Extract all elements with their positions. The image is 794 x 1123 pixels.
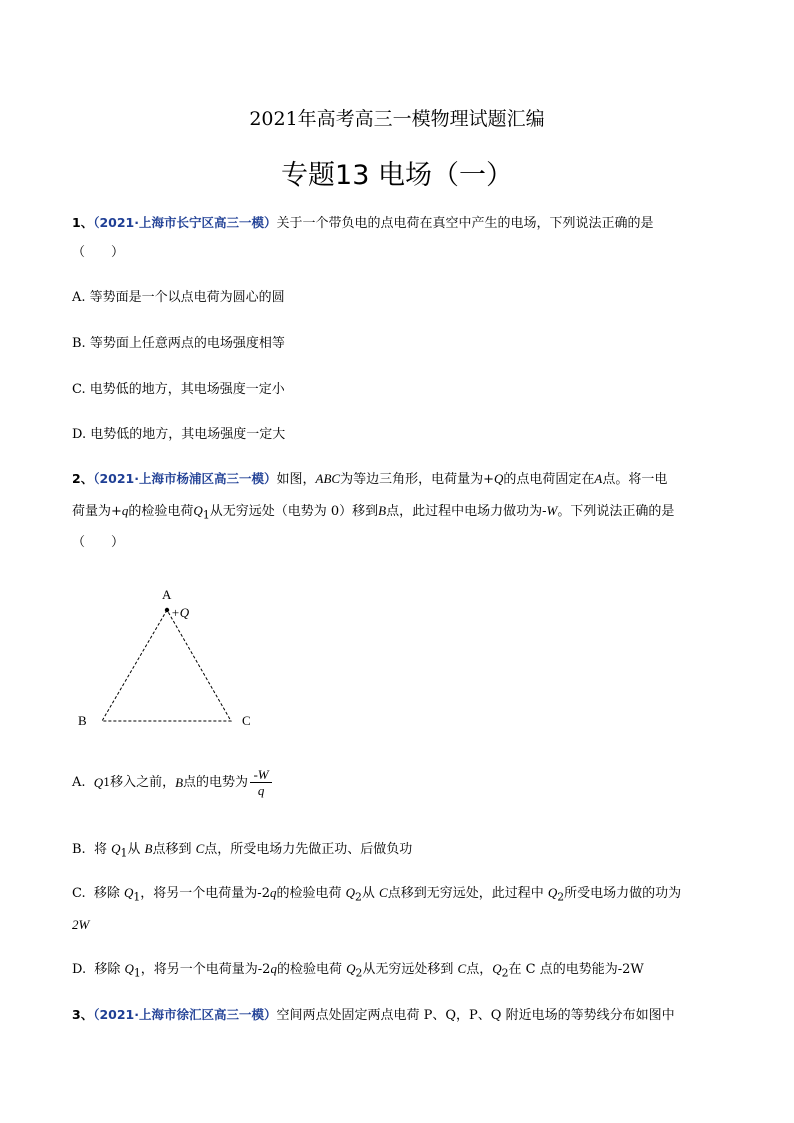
subscript: 2 bbox=[355, 966, 363, 980]
text: 为等边三角形，电荷量为+ bbox=[340, 472, 494, 487]
option-label: D. 移除 bbox=[72, 962, 125, 977]
math-var: C bbox=[379, 885, 388, 900]
text: 点，所受电场力先做正功、后做负功 bbox=[204, 842, 413, 857]
subscript: 1 bbox=[133, 966, 141, 980]
question-text: 空间两点处固定两点电荷 P、Q，P、Q 附近电场的等势线分布如图中 bbox=[276, 1008, 675, 1023]
charge-point bbox=[165, 608, 169, 612]
math-var: Q bbox=[492, 961, 502, 976]
text: 从 bbox=[361, 886, 380, 901]
option-b bbox=[72, 839, 412, 864]
vertex-label-b: B bbox=[78, 713, 87, 728]
text: 点移到无穷远处，此过程中 bbox=[387, 886, 548, 901]
math-var: C bbox=[457, 961, 467, 976]
math-var: C bbox=[195, 841, 205, 856]
subscript: 1 bbox=[202, 508, 210, 522]
question-number: 2、 bbox=[72, 471, 94, 486]
math-var: A bbox=[594, 471, 603, 486]
text: 所受电场力做的功为 bbox=[564, 886, 682, 901]
math-var: q bbox=[121, 503, 129, 518]
document-title: 2021年高考高三一模物理试题汇编 bbox=[249, 108, 545, 130]
option-c: C. 电势低的地方，其电场强度一定小 bbox=[72, 382, 285, 397]
math-var: q bbox=[270, 961, 277, 976]
text: 如图， bbox=[276, 472, 316, 487]
question-number: 3、 bbox=[72, 1007, 94, 1022]
math-var: W bbox=[546, 503, 558, 518]
math-var: Q bbox=[93, 774, 104, 790]
triangle-figure bbox=[70, 582, 270, 732]
text: 点移到 bbox=[152, 842, 196, 857]
math-var: Q bbox=[193, 503, 203, 518]
option-a: A. 等势面是一个以点电荷为圆心的圆 bbox=[72, 290, 285, 305]
fraction-numerator: -W bbox=[253, 767, 269, 782]
option-label: C. 移除 bbox=[72, 886, 125, 901]
math-var: q bbox=[269, 885, 277, 900]
text: 从 bbox=[127, 842, 145, 857]
math-var: B bbox=[378, 503, 387, 518]
text: 在 C 点的电势能为-2W bbox=[508, 962, 644, 977]
answer-blank: （ ） bbox=[72, 535, 125, 550]
text: ，将另一个电荷量为-2 bbox=[140, 886, 270, 901]
math-var: B bbox=[175, 774, 184, 790]
option-c-continuation bbox=[72, 915, 89, 936]
math-var: Q bbox=[547, 885, 558, 900]
question-source: （2021·上海市长宁区高三一模） bbox=[93, 215, 277, 230]
vertex-label-c: C bbox=[242, 713, 251, 728]
vertex-label-a: A bbox=[162, 587, 172, 602]
question-text: 关于一个带负电的点电荷在真空中产生的电场，下列说法正确的是 bbox=[276, 216, 654, 231]
option-d bbox=[72, 959, 644, 984]
text: 的检验电荷 bbox=[128, 504, 194, 519]
option-c bbox=[72, 883, 681, 908]
question-2-stem-line2 bbox=[72, 501, 674, 526]
text: 移入之前， bbox=[110, 774, 176, 790]
option-d: D. 电势低的地方，其电场强度一定大 bbox=[72, 427, 286, 442]
question-number: 1、 bbox=[72, 215, 94, 230]
math-var: ABC bbox=[315, 471, 341, 486]
math-var: Q bbox=[345, 885, 355, 900]
triangle-abc bbox=[102, 610, 231, 721]
question-source: （2021·上海市杨浦区高三一模） bbox=[93, 471, 277, 486]
fraction-denominator: q bbox=[257, 783, 265, 798]
text: 荷量为+ bbox=[72, 504, 122, 519]
option-b: B. 等势面上任意两点的电场强度相等 bbox=[72, 336, 285, 351]
option-label: A. bbox=[72, 774, 94, 790]
math-var: Q bbox=[493, 471, 504, 486]
subscript: 2 bbox=[501, 966, 509, 980]
text: 点，此过程中电场力做功为- bbox=[386, 504, 547, 519]
question-1-stem bbox=[72, 213, 654, 234]
answer-blank: （ ） bbox=[72, 245, 125, 260]
text: ，将另一个电荷量为-2 bbox=[140, 962, 271, 977]
math-var: Q bbox=[111, 841, 121, 856]
text: 。下列说法正确的是 bbox=[557, 504, 675, 519]
text: 的检验电荷 bbox=[276, 886, 346, 901]
text: 点的电势为 bbox=[183, 774, 249, 790]
option-a bbox=[72, 767, 272, 798]
topic-title: 专题13 电场（一） bbox=[281, 160, 513, 191]
text: 点， bbox=[466, 962, 493, 977]
text: 的检验电荷 bbox=[276, 962, 347, 977]
subscript: 2 bbox=[355, 890, 362, 904]
question-2-stem-line1 bbox=[72, 469, 667, 490]
math-var: Q bbox=[124, 885, 134, 900]
charge-label: +Q bbox=[171, 605, 190, 620]
math-var: Q bbox=[124, 961, 134, 976]
text: 从无穷远处（电势为 0）移到 bbox=[209, 504, 379, 519]
subscript: 2 bbox=[557, 890, 565, 904]
math-var: B bbox=[144, 841, 153, 856]
subscript: 1 bbox=[103, 775, 111, 789]
question-3-stem bbox=[72, 1005, 675, 1026]
subscript: 1 bbox=[133, 890, 141, 904]
text: 从无穷远处移到 bbox=[362, 962, 458, 977]
text: 点。将一电 bbox=[602, 472, 668, 487]
text: 的点电荷固定在 bbox=[503, 472, 595, 487]
math-var: 2W bbox=[72, 917, 90, 932]
subscript: 1 bbox=[120, 846, 128, 860]
question-source: （2021·上海市徐汇区高三一模） bbox=[93, 1007, 277, 1022]
math-var: Q bbox=[346, 961, 356, 976]
option-label: B. 将 bbox=[72, 842, 112, 857]
fraction bbox=[250, 767, 272, 798]
